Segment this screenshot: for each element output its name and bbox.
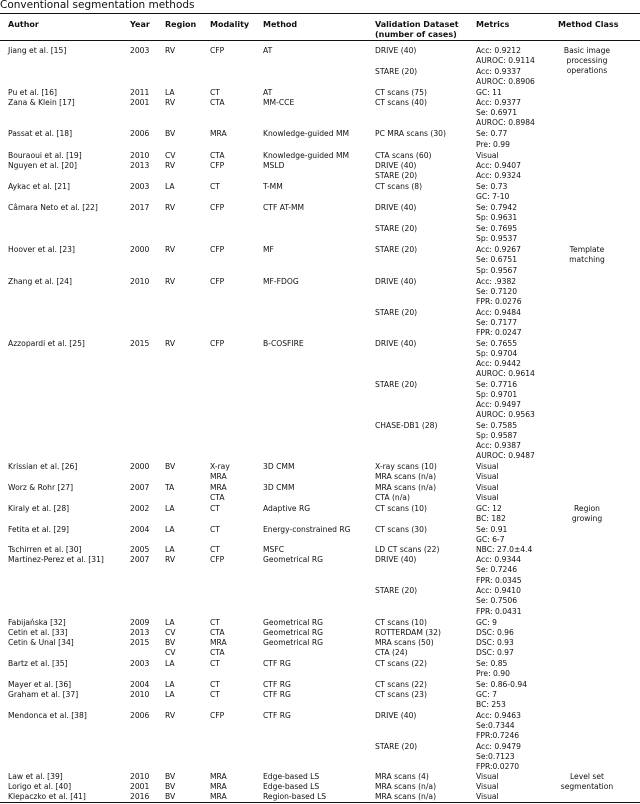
method-cell: Geometrical RG	[263, 555, 323, 564]
metric-cell: AUROC: 0.8984	[476, 118, 535, 127]
method-cell: Knowledge-guided MM	[263, 151, 350, 160]
metric-cell: Visual	[476, 772, 499, 781]
method-cell: T-MM	[263, 182, 283, 191]
metric-cell: Visual	[476, 472, 499, 481]
region-cell: RV	[165, 203, 176, 212]
year-cell: 2001	[130, 98, 150, 107]
year-cell: 2016	[130, 792, 150, 801]
validation-cell: CTA (24)	[375, 648, 408, 657]
metric-cell: Sp: 0.9537	[476, 234, 518, 243]
author-cell: Fetita et al. [29]	[8, 525, 69, 534]
validation-cell: PC MRA scans (30)	[375, 129, 446, 138]
author-cell: Kiraly et al. [28]	[8, 504, 70, 513]
year-cell: 2011	[130, 88, 150, 97]
modality-cell: CTA	[210, 98, 225, 107]
modality-cell: CT	[210, 659, 220, 668]
region-cell: LA	[165, 504, 175, 513]
metric-cell: Pre: 0.99	[476, 140, 510, 149]
year-cell: 2017	[130, 203, 150, 212]
method-cell: Geometrical RG	[263, 628, 323, 637]
metric-cell: Se: 0.7120	[476, 287, 518, 296]
author-cell: Lorigo et al. [40]	[8, 782, 72, 791]
modality-cell: CT	[210, 525, 220, 534]
metric-cell: Acc: 0.9463	[476, 711, 521, 720]
method-class-line: matching	[569, 255, 605, 264]
method-cell: B-COSFIRE	[263, 339, 304, 348]
year-cell: 2007	[130, 555, 150, 564]
validation-cell: MRA scans (n/a)	[375, 483, 437, 492]
metric-cell: Se: 0.7716	[476, 380, 518, 389]
metric-cell: Se:0.7123	[476, 752, 515, 761]
method-cell: Edge-based LS	[263, 772, 320, 781]
metric-cell: Acc: 0.9410	[476, 586, 521, 595]
metric-cell: Acc: 0.9344	[476, 555, 521, 564]
author-cell: Martinez-Perez et al. [31]	[8, 555, 104, 564]
validation-cell: MRA scans (n/a)	[375, 792, 437, 801]
metric-cell: FPR:0.0270	[476, 762, 520, 771]
validation-cell: CT scans (23)	[375, 690, 427, 699]
metric-cell: AUROC: 0.9487	[476, 451, 535, 460]
validation-cell: STARE (20)	[375, 586, 418, 595]
metric-cell: DSC: 0.96	[476, 628, 514, 637]
author-cell: Nguyen et al. [20]	[8, 161, 77, 170]
header-method: Method	[263, 20, 298, 29]
validation-cell: CTA (n/a)	[375, 493, 410, 502]
modality-cell: CFP	[210, 203, 225, 212]
year-cell: 2013	[130, 628, 150, 637]
year-cell: 2010	[130, 690, 150, 699]
metric-cell: Se: 0.77	[476, 129, 508, 138]
metric-cell: Visual	[476, 462, 499, 471]
validation-cell: CHASE-DB1 (28)	[375, 421, 438, 430]
validation-cell: LD CT scans (22)	[375, 545, 440, 554]
header-rule	[0, 40, 640, 41]
metric-cell: GC: 12	[476, 504, 502, 513]
modality-cell: CT	[210, 182, 220, 191]
year-cell: 2004	[130, 680, 150, 689]
validation-cell: STARE (20)	[375, 224, 418, 233]
method-class-line: growing	[571, 514, 603, 523]
metric-cell: Se: 0.7246	[476, 565, 518, 574]
metric-cell: Se: 0.7506	[476, 596, 518, 605]
metric-cell: Pre: 0.90	[476, 669, 510, 678]
region-cell: BV	[165, 129, 176, 138]
region-cell: RV	[165, 555, 176, 564]
metric-cell: Se: 0.7177	[476, 318, 518, 327]
year-cell: 2010	[130, 277, 150, 286]
region-cell: LA	[165, 680, 175, 689]
method-cell: AT	[263, 46, 273, 55]
header-year: Year	[130, 20, 150, 29]
metric-cell: GC: 6-7	[476, 535, 505, 544]
region-cell: LA	[165, 659, 175, 668]
validation-cell: CT scans (10)	[375, 618, 427, 627]
method-cell: MSFC	[263, 545, 285, 554]
region-cell: TA	[165, 483, 175, 492]
metric-cell: Acc: 0.9377	[476, 98, 521, 107]
metric-cell: Visual	[476, 782, 499, 791]
validation-cell: DRIVE (40)	[375, 46, 417, 55]
region-cell: BV	[165, 462, 176, 471]
method-cell: CTF AT-MM	[263, 203, 305, 212]
method-cell: Geometrical RG	[263, 618, 323, 627]
validation-cell: STARE (20)	[375, 742, 418, 751]
metric-cell: Se: 0.91	[476, 525, 508, 534]
metric-cell: GC: 7-10	[476, 192, 510, 201]
validation-cell: DRIVE (40)	[375, 555, 417, 564]
region-cell: LA	[165, 618, 175, 627]
metric-cell: Acc: 0.9484	[476, 308, 521, 317]
modality-cell: MRA	[210, 772, 227, 781]
method-cell: Knowledge-guided MM	[263, 129, 350, 138]
year-cell: 2010	[130, 772, 150, 781]
modality-cell: MRA	[210, 483, 227, 492]
method-class-cell	[547, 504, 627, 524]
region-cell: LA	[165, 690, 175, 699]
author-cell: Aykac et al. [21]	[8, 182, 70, 191]
year-cell: 2015	[130, 638, 150, 647]
author-cell: Graham et al. [37]	[8, 690, 79, 699]
validation-cell: DRIVE (40)	[375, 711, 417, 720]
header-metrics: Metrics	[476, 20, 510, 29]
region-cell: RV	[165, 46, 176, 55]
modality-cell: CFP	[210, 339, 225, 348]
validation-cell: CT scans (30)	[375, 525, 427, 534]
validation-cell: MRA scans (50)	[375, 638, 434, 647]
validation-cell: CT scans (22)	[375, 680, 427, 689]
validation-cell: MRA scans (n/a)	[375, 472, 437, 481]
author-cell: Jiang et al. [15]	[8, 46, 67, 55]
metric-cell: AUROC: 0.9614	[476, 369, 535, 378]
metric-cell: Se:0.7344	[476, 721, 515, 730]
method-cell: AT	[263, 88, 273, 97]
year-cell: 2002	[130, 504, 150, 513]
year-cell: 2010	[130, 151, 150, 160]
method-cell: Energy-constrained RG	[263, 525, 351, 534]
modality-cell: CFP	[210, 711, 225, 720]
metric-cell: Se: 0.6751	[476, 255, 518, 264]
region-cell: BV	[165, 782, 176, 791]
region-cell: RV	[165, 711, 176, 720]
author-cell: Azzopardi et al. [25]	[8, 339, 85, 348]
author-cell: Cetin et al. [33]	[8, 628, 68, 637]
method-class-line: segmentation	[560, 782, 614, 791]
metric-cell: Acc: 0.9479	[476, 742, 521, 751]
header-validation-line1: Validation Dataset	[375, 20, 459, 29]
metric-cell: FPR: 0.0431	[476, 607, 522, 616]
metric-cell: Se: 0.7942	[476, 203, 518, 212]
metric-cell: Se: 0.6971	[476, 108, 518, 117]
modality-cell: CT	[210, 88, 220, 97]
year-cell: 2000	[130, 245, 150, 254]
author-cell: Cetin & Unal [34]	[8, 638, 74, 647]
modality-cell-extra: CTA	[210, 648, 225, 657]
region-cell: RV	[165, 161, 176, 170]
metric-cell: DSC: 0.97	[476, 648, 514, 657]
year-cell: 2003	[130, 659, 150, 668]
modality-cell: X-ray	[210, 462, 230, 471]
method-cell: MF-FDOG	[263, 277, 299, 286]
header-region: Region	[165, 20, 197, 29]
modality-cell-extra: MRA	[210, 472, 227, 481]
region-cell: BV	[165, 638, 176, 647]
region-cell: LA	[165, 88, 175, 97]
metric-cell: Visual	[476, 151, 499, 160]
method-class-cell	[547, 772, 627, 792]
method-class-line: processing	[566, 56, 608, 65]
metric-cell: Se: 0.7585	[476, 421, 518, 430]
author-cell: Mayer et al. [36]	[8, 680, 72, 689]
metric-cell: Acc: 0.9497	[476, 400, 521, 409]
method-class-cell	[547, 46, 627, 76]
author-cell: Tschirren et al. [30]	[8, 545, 82, 554]
validation-cell: X-ray scans (10)	[375, 462, 437, 471]
modality-cell: CT	[210, 618, 220, 627]
metric-cell: Acc: 0.9337	[476, 67, 521, 76]
author-cell: Pu et al. [16]	[8, 88, 57, 97]
metric-cell: Sp: 0.9704	[476, 349, 518, 358]
validation-cell: STARE (20)	[375, 308, 418, 317]
modality-cell: CTA	[210, 151, 225, 160]
header-validation-line2: (number of cases)	[375, 30, 457, 39]
method-cell: 3D CMM	[263, 462, 295, 471]
method-cell: CTF RG	[263, 680, 291, 689]
region-cell: LA	[165, 182, 175, 191]
metric-cell: FPR: 0.0276	[476, 297, 522, 306]
validation-cell: STARE (20)	[375, 245, 418, 254]
metric-cell: Se: 0.7695	[476, 224, 518, 233]
method-cell: MF	[263, 245, 274, 254]
region-cell: BV	[165, 792, 176, 801]
modality-cell: CFP	[210, 555, 225, 564]
method-class-cell	[547, 245, 627, 265]
metric-cell: Sp: 0.9701	[476, 390, 518, 399]
method-class-line: Level set	[569, 772, 605, 781]
year-cell: 2004	[130, 525, 150, 534]
year-cell: 2000	[130, 462, 150, 471]
validation-cell: CT scans (22)	[375, 659, 427, 668]
metric-cell: Visual	[476, 493, 499, 502]
modality-cell: CT	[210, 504, 220, 513]
metric-cell: Se: 0.85	[476, 659, 508, 668]
region-cell: CV	[165, 628, 176, 637]
author-cell: Mendonca et al. [38]	[8, 711, 87, 720]
metric-cell: Sp: 0.9631	[476, 213, 518, 222]
table-caption: Conventional segmentation methods	[0, 0, 195, 11]
validation-cell: CT scans (8)	[375, 182, 423, 191]
region-cell: RV	[165, 98, 176, 107]
modality-cell: CFP	[210, 46, 225, 55]
year-cell: 2013	[130, 161, 150, 170]
author-cell: Fabijańska [32]	[8, 618, 66, 627]
modality-cell: MRA	[210, 129, 227, 138]
method-cell: 3D CMM	[263, 483, 295, 492]
metric-cell: Acc: 0.9324	[476, 171, 521, 180]
author-cell: Hoover et al. [23]	[8, 245, 75, 254]
year-cell: 2007	[130, 483, 150, 492]
metric-cell: Acc: 0.9387	[476, 441, 521, 450]
top-rule	[0, 13, 640, 14]
header-validation-dataset	[375, 20, 459, 40]
validation-cell: DRIVE (40)	[375, 161, 417, 170]
method-cell: MM-CCE	[263, 98, 295, 107]
method-class-line: Basic image	[563, 46, 611, 55]
header-modality: Modality	[210, 20, 250, 29]
modality-cell: CFP	[210, 161, 225, 170]
year-cell: 2006	[130, 129, 150, 138]
author-cell: Krissian et al. [26]	[8, 462, 78, 471]
year-cell: 2003	[130, 182, 150, 191]
metric-cell: GC: 11	[476, 88, 502, 97]
author-cell: Law et al. [39]	[8, 772, 63, 781]
year-cell: 2015	[130, 339, 150, 348]
region-cell: CV	[165, 151, 176, 160]
year-cell: 2005	[130, 545, 150, 554]
validation-cell: STARE (20)	[375, 67, 418, 76]
metric-cell: DSC: 0.93	[476, 638, 514, 647]
validation-cell: CT scans (10)	[375, 504, 427, 513]
metric-cell: Acc: 0.9442	[476, 359, 521, 368]
method-class-line: operations	[566, 66, 608, 75]
modality-cell: CT	[210, 680, 220, 689]
validation-cell: STARE (20)	[375, 171, 418, 180]
validation-cell: STARE (20)	[375, 380, 418, 389]
modality-cell: CFP	[210, 277, 225, 286]
method-cell: CTF RG	[263, 690, 291, 699]
method-class-line: Template	[569, 245, 605, 254]
method-cell: CTF RG	[263, 659, 291, 668]
metric-cell: FPR: 0.0345	[476, 576, 522, 585]
modality-cell: MRA	[210, 782, 227, 791]
region-cell-extra: CV	[165, 648, 176, 657]
metric-cell: Acc: 0.9212	[476, 46, 521, 55]
metric-cell: Acc: 0.9267	[476, 245, 521, 254]
validation-cell: MRA scans (4)	[375, 772, 429, 781]
author-cell: Zana & Klein [17]	[8, 98, 75, 107]
author-cell: Klepaczko et al. [41]	[8, 792, 86, 801]
region-cell: BV	[165, 772, 176, 781]
year-cell: 2003	[130, 46, 150, 55]
year-cell: 2001	[130, 782, 150, 791]
metric-cell: BC: 182	[476, 514, 506, 523]
author-cell: Bartz et al. [35]	[8, 659, 68, 668]
method-cell: Geometrical RG	[263, 638, 323, 647]
metric-cell: FPR:0.7246	[476, 731, 520, 740]
header-author: Author	[8, 20, 39, 29]
metric-cell: FPR: 0.0247	[476, 328, 522, 337]
author-cell: Passat et al. [18]	[8, 129, 73, 138]
validation-cell: MRA scans (n/a)	[375, 782, 437, 791]
modality-cell: CTA	[210, 628, 225, 637]
method-cell: MSLD	[263, 161, 285, 170]
author-cell: Worz & Rohr [27]	[8, 483, 74, 492]
metric-cell: Se: 0.73	[476, 182, 508, 191]
year-cell: 2006	[130, 711, 150, 720]
metric-cell: Visual	[476, 792, 499, 801]
validation-cell: CTA scans (60)	[375, 151, 432, 160]
modality-cell: CFP	[210, 245, 225, 254]
region-cell: RV	[165, 339, 176, 348]
metric-cell: Acc: .9382	[476, 277, 517, 286]
method-cell: Adaptive RG	[263, 504, 311, 513]
region-cell: LA	[165, 525, 175, 534]
header-method-class: Method Class	[558, 20, 619, 29]
author-cell: Bouraoui et al. [19]	[8, 151, 82, 160]
metric-cell: GC: 9	[476, 618, 497, 627]
metric-cell: Sp: 0.9587	[476, 431, 518, 440]
metric-cell: AUROC: 0.9114	[476, 56, 535, 65]
validation-cell: DRIVE (40)	[375, 203, 417, 212]
metric-cell: AUROC: 0.8906	[476, 77, 535, 86]
method-cell: Region-based LS	[263, 792, 327, 801]
modality-cell: CT	[210, 690, 220, 699]
modality-cell: CT	[210, 545, 220, 554]
metric-cell: Se: 0.7655	[476, 339, 518, 348]
region-cell: LA	[165, 545, 175, 554]
author-cell: Zhang et al. [24]	[8, 277, 72, 286]
year-cell: 2009	[130, 618, 150, 627]
validation-cell: CT scans (40)	[375, 98, 427, 107]
validation-cell: CT scans (75)	[375, 88, 427, 97]
method-class-line: Region	[574, 504, 600, 513]
validation-cell: DRIVE (40)	[375, 277, 417, 286]
validation-cell: ROTTERDAM (32)	[375, 628, 441, 637]
method-cell: CTF RG	[263, 711, 291, 720]
metric-cell: AUROC: 0.9563	[476, 410, 535, 419]
author-cell: Câmara Neto et al. [22]	[8, 203, 98, 212]
method-cell: Edge-based LS	[263, 782, 320, 791]
metric-cell: Acc: 0.9407	[476, 161, 521, 170]
region-cell: RV	[165, 245, 176, 254]
modality-cell-extra: CTA	[210, 493, 225, 502]
modality-cell: MRA	[210, 792, 227, 801]
metric-cell: BC: 253	[476, 700, 506, 709]
modality-cell: MRA	[210, 638, 227, 647]
metric-cell: Visual	[476, 483, 499, 492]
metric-cell: GC: 7	[476, 690, 497, 699]
bottom-rule	[0, 802, 640, 803]
metric-cell: NBC: 27.0±4.4	[476, 545, 533, 554]
validation-cell: DRIVE (40)	[375, 339, 417, 348]
metric-cell: Se: 0.86-0.94	[476, 680, 528, 689]
region-cell: RV	[165, 277, 176, 286]
metric-cell: Sp: 0.9567	[476, 266, 518, 275]
